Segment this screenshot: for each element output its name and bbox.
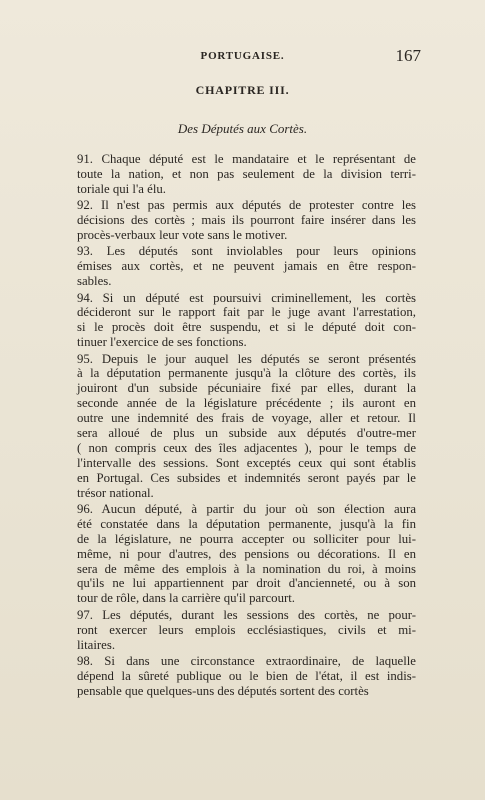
- article: [77, 244, 416, 289]
- body-text: [77, 152, 416, 699]
- text-line: 92. Il n'est pas permis aux députés de protester contre les: [77, 198, 416, 213]
- article: [77, 352, 416, 501]
- text-line: trésor national.: [77, 485, 154, 500]
- running-head: PORTUGAISE.: [200, 50, 285, 62]
- text-line: procès-verbaux leur vote sans le motiver.: [77, 227, 288, 242]
- text-line: en Portugal. Ces subsides et indemnités seront payés par le: [77, 470, 416, 485]
- text-line: sables.: [77, 274, 112, 289]
- text-line: 97. Les députés, durant les sessions des cortès, ne pour-: [77, 607, 416, 622]
- section-title: Des Députés aux Cortès.: [177, 121, 308, 136]
- article: [77, 502, 416, 606]
- article: [77, 608, 416, 653]
- text-line: dépend la sûreté publique ou le bien de l'état, il est indis-: [77, 668, 416, 683]
- article: [77, 291, 416, 351]
- text-line: jouiront d'un subside pécuniaire fixé par elles, durant la: [77, 381, 416, 396]
- text-line: 95. Depuis le jour auquel les députés se seront présentés: [77, 351, 416, 366]
- text-line: décideront sur le rapport fait par le juge avant l'arrestation,: [77, 305, 416, 320]
- text-line: toute la nation, et non pas seulement de la division terri-: [77, 166, 416, 181]
- page-header: [0, 46, 485, 66]
- text-line: ront exercer leurs emplois ecclésiastiques, civils et mi-: [77, 622, 416, 637]
- text-line: 91. Chaque député est le mandataire et le représentant de: [77, 152, 416, 166]
- text-line: décisions des cortès ; mais ils pourront faire insérer dans les: [77, 213, 416, 228]
- text-line: ( non compris ceux des îles adjacentes ), pour le temps de: [77, 440, 416, 455]
- text-line: pensable que quelques-uns des députés sortent des cortès: [77, 683, 369, 698]
- text-line: de la législature, ne pourra accepter ou solliciter pour lui-: [77, 531, 416, 546]
- article: [77, 654, 416, 699]
- text-line: 96. Aucun député, à partir du jour où son élection aura: [77, 501, 416, 516]
- article: [77, 198, 416, 243]
- text-line: sera alloué de plus un subside aux députés d'outre-mer: [77, 426, 416, 441]
- chapter-title: CHAPITRE III.: [195, 83, 290, 97]
- text-line: 93. Les députés sont inviolables pour leurs opinions: [77, 244, 416, 259]
- text-line: litaires.: [77, 637, 116, 652]
- article: [77, 152, 416, 197]
- text-line: qu'ils ne lui appartiennent par droit d'ancienneté, ou à son: [77, 576, 416, 591]
- text-line: à la députation permanente jusqu'à la clôture des cortès, ils: [77, 366, 416, 381]
- text-line: émises aux cortès, et ne peuvent jamais en être respon-: [77, 259, 416, 274]
- text-line: été constatée dans la députation permanente, jusqu'à la fin: [77, 516, 416, 531]
- text-line: 94. Si un député est poursuivi criminellement, les cortès: [77, 290, 416, 305]
- text-line: outre une indemnité des frais de voyage, aller et retour. Il: [77, 411, 416, 426]
- text-line: seconde année de la législature précédente ; ils auront en: [77, 396, 416, 411]
- text-line: toriale qui l'a élu.: [77, 181, 167, 196]
- text-line: l'intervalle des sessions. Sont exceptés ceux qui sont établis: [77, 455, 416, 470]
- text-line: sera de même des emplois à la nomination du roi, à moins: [77, 561, 416, 576]
- text-line: tinuer l'exercice de ses fonctions.: [77, 335, 247, 350]
- text-line: tour de rôle, dans la carrière qu'il parcourt.: [77, 591, 295, 606]
- text-line: même, ni pour d'autres, des pensions ou décorations. Il en: [77, 546, 416, 561]
- text-line: si le procès doit être suspendu, et si le député doit con-: [77, 320, 416, 335]
- text-line: 98. Si dans une circonstance extraordinaire, de laquelle: [77, 653, 416, 668]
- page-number: 167: [395, 46, 421, 65]
